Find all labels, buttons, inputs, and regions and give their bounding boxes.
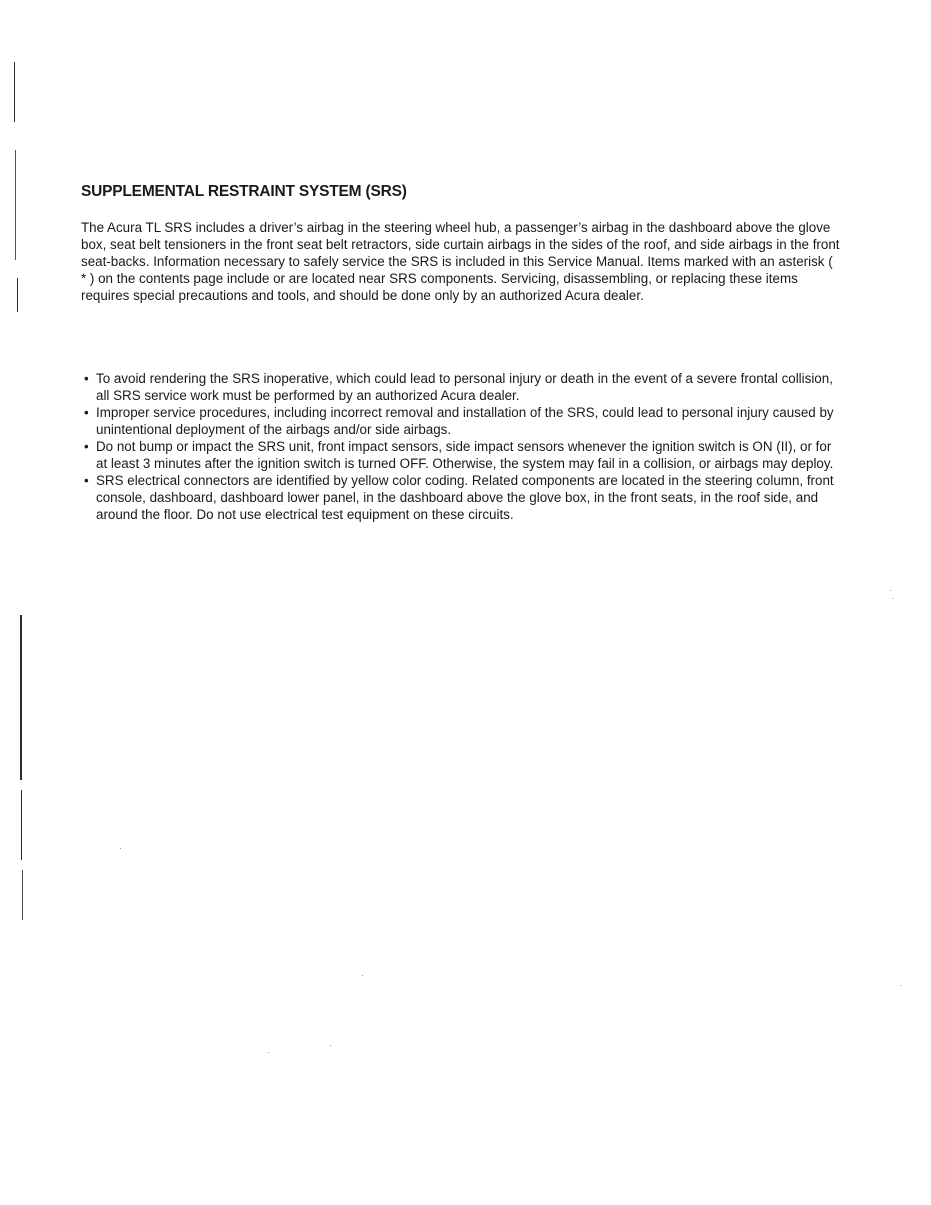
list-item [82, 438, 842, 472]
scan-speck [890, 590, 891, 591]
scan-speck [362, 975, 363, 976]
page-title: SUPPLEMENTAL RESTRAINT SYSTEM (SRS) [81, 183, 407, 200]
bullet-icon: • [84, 439, 89, 454]
bullet-icon: • [84, 473, 89, 488]
scan-edge-mark [21, 790, 22, 860]
warning-text: To avoid rendering the SRS inoperative, which could lead to personal injury or death in the event of a severe frontal collision, all SRS service work must be performed by an authorized Acura dealer. [96, 371, 833, 403]
scan-speck [268, 1052, 269, 1053]
warning-text: SRS electrical connectors are identified by yellow color coding. Related components are located in the steering column, front console, dashboard, dashboard lower panel, in the dashboard above the glove box, in the front seats, in the roof side, and around the floor. Do not use electrical test equipment on these circuits. [96, 473, 834, 522]
scan-edge-mark [17, 278, 18, 312]
scan-edge-mark [22, 870, 23, 920]
intro-paragraph: The Acura TL SRS includes a driver’s airbag in the steering wheel hub, a passenger’s airbag in the dashboard above the glove box, seat belt tensioners in the front seat belt retractors, side curtain airbags in the sides of the roof, and side airbags in the front seat-backs. Information necessary to safely service the SRS is included in this Service Manual. Items marked with an asterisk ( * ) on the contents page include or are located near SRS components. Servicing, disassembling, or replacing these items requires special precautions and tools, and should be done only by an authorized Acura dealer. [81, 220, 840, 303]
scan-speck [892, 598, 893, 599]
scan-speck [900, 985, 901, 986]
bullet-icon: • [84, 405, 89, 420]
warning-text: Improper service procedures, including incorrect removal and installation of the SRS, could lead to personal injury caused by unintentional deployment of the airbags and/or side airbags. [96, 405, 834, 437]
scan-edge-mark [14, 62, 15, 122]
scan-speck [330, 1045, 331, 1046]
bullet-icon: • [84, 371, 89, 386]
warning-list [82, 370, 842, 523]
list-item [82, 370, 842, 404]
scan-edge-mark [15, 150, 16, 260]
scan-edge-mark [20, 615, 22, 780]
list-item [82, 472, 842, 523]
warning-text: Do not bump or impact the SRS unit, front impact sensors, side impact sensors whenever the ignition switch is ON (II), or for at least 3 minutes after the ignition switch is turned OFF. Otherwise, the system may fail in a collision, or airbags may deploy. [96, 439, 834, 471]
scan-speck [120, 848, 121, 849]
list-item [82, 404, 842, 438]
